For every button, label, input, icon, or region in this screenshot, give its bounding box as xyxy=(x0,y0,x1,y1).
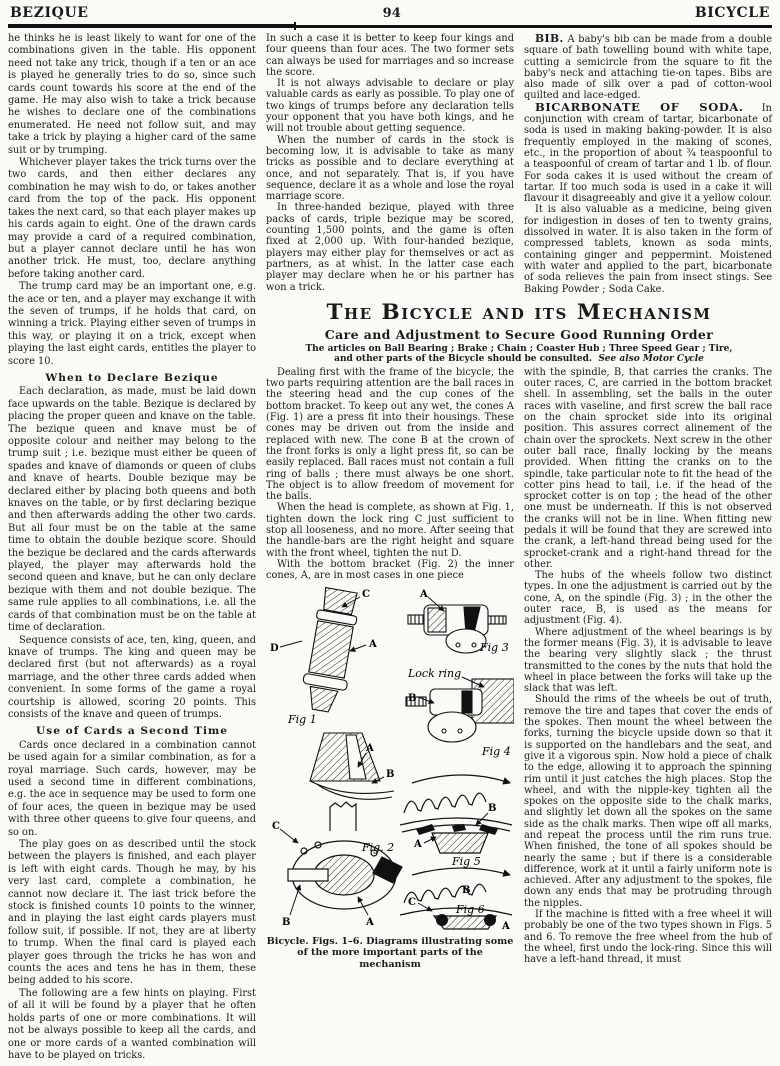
entry-bicarbonate-paragraph: It is also valuable as a medicine, being given for indigestion in doses of ten to twenty grains, dissolved in water. It is also taken in the form of compressed tablets, known as soda mints, containing ginger and peppermint. Moistened with water and applied to the part, bicarbonate of soda relieves the pain from insect stings. See Baking Powder ; Soda Cake. xyxy=(524,204,772,295)
header-rule-thick xyxy=(8,24,296,28)
fig1-label-c: C xyxy=(362,589,370,601)
article-cross-reference-note xyxy=(304,344,734,365)
fork-crown-drawing xyxy=(310,733,394,799)
fig1-label-a: A xyxy=(369,639,377,651)
fig5-label-a: A xyxy=(414,839,422,851)
bicycle-paragraph: Should the rims of the wheels be out of truth, remove the tire and tapes that cover the ends of the spokes. Then mount the wheel between the forks, turning the bicycle upside down so that it is supported on the handlebars and the seat, and give it a vigorous spin. Now hold a piece of chalk to the edge, allowing it to approach the spinning rim until it just catches the high places. Stop the wheel, and with the nipple-key tighten all the spokes on the opposite side to the chalk marks, and slightly let down all the spokes on the same side as the chalk marks. Then wipe off all marks, and repeat the process until the rim runs true. When finished, the tone of all spokes should be nearly the same ; but if there is a considerable difference, work at it until a fairly uniform note is achieved. After any adjustment to the spokes, file down any ends that may be protruding through the nipples. xyxy=(524,694,772,909)
bicycle-figure xyxy=(266,585,514,970)
fig4-lock-ring-label: Lock ring xyxy=(408,667,462,681)
fig5-label-b: B xyxy=(488,803,497,815)
bezique-subheading-second-time: Use of Cards a Second Time xyxy=(36,725,228,738)
article-title: The Bicycle and its Mechanism xyxy=(326,299,712,325)
page-header xyxy=(8,5,772,21)
fig1-label-d: D xyxy=(270,643,279,655)
column-2-bezique-end xyxy=(266,33,514,295)
bezique-paragraph: Each declaration, as made, must be laid down face upwards on the table. Bezique is declared by placing the proper queen and knave on the table. The bezique queen and knave must be of opposite colour and neither may belong to the trump suit ; i.e. bezique must either be queen of spades and knave of diamonds or queen of clubs and knave of hearts. Double bezique may be declared either by placing both queens and both knaves on the table, or by first declaring bezique and then afterwards adding the other two cards. But all four must be on the table at the same time to obtain the double bezique score. Should the bezique be declared and the cards afterwards played, the player may afterwards hold the second queen and knave, but he can only declare bezique with them and not double bezique. The same rule applies to all combinations, i.e. all the cards of that combination must be on the table at time of declaration. xyxy=(8,386,256,634)
header-rule xyxy=(8,22,772,30)
upper-row xyxy=(266,33,772,295)
running-head-left: BEZIQUE xyxy=(10,5,89,21)
fig2-label-b: B xyxy=(282,917,291,929)
article-subtitle: Care and Adjustment to Secure Good Running Order xyxy=(324,326,714,342)
crown-label-b: B xyxy=(386,769,395,781)
fig4-label-b: B xyxy=(408,693,417,705)
fig6-label-b: B xyxy=(462,885,471,897)
column-3-bicycle xyxy=(524,367,772,970)
fig6-free-wheel-drawing xyxy=(400,868,512,929)
fig2-label-a: A xyxy=(366,917,374,929)
bezique-paragraph: It is not always advisable to declare or play valuable cards as early as possible. To play one of two kings of trumps before any declaration tells your opponent that you have both kings, and he will not trouble about getting sequence. xyxy=(266,78,514,135)
columns-2-3 xyxy=(266,33,772,1062)
bezique-paragraph: In three-handed bezique, played with three packs of cards, triple bezique may be scored, counting 1,500 points, and the game is often fixed at 2,000 up. With four-handed bezique, players may either play for themselves or act as partners, as at whist. In the latter case each player may declare when he or his partner has won a trick. xyxy=(266,202,514,293)
entry-term-bicarbonate: BICARBONATE OF SODA. xyxy=(535,99,744,114)
page-number: 94 xyxy=(382,6,401,21)
bicycle-paragraph: Dealing first with the frame of the bicycle, the two parts requiring attention are the ball races in the steering head and the cup cones of the bottom bracket. To keep out any wet, the cones A (Fig. 1) are a press fit into their housings. These cones may be driven out from the inside and replaced with new. The cone B at the crown of the front forks is only a light press fit, so can be easily replaced. Ball races must not contain a full ring of balls ; there must always be one short. The object is to allow freedom of movement for the balls. xyxy=(266,366,514,503)
bicycle-diagrams xyxy=(266,585,514,930)
fig2-label-c: C xyxy=(272,821,280,833)
bicycle-paragraph: When the head is complete, as shown at Fig. 1, tighten down the lock ring C just sufficient to stop all looseness, and no more. After seeing that the handle-bars are the right height and square with the front wheel, tighten the nut D. xyxy=(266,502,514,559)
fig1-steering-head-drawing xyxy=(280,587,366,715)
fig5-caption: Fig 5 xyxy=(452,855,481,869)
fig6-caption: Fig 6 xyxy=(456,903,485,917)
bezique-paragraph: The play goes on as described until the stock between the players is finished, and each player is left with eight cards. Though he may, by his very last card, complete a combination, he cannot now declare it. The last trick before the stock is finished counts 10 points to the winner, and in playing the last eight cards players must follow suit, if possible. If not, they are at liberty to trump. When the final card is played each player goes through the tricks he has won and counts the aces and tens he has in them, these being added to his score. xyxy=(8,839,256,987)
bicycle-paragraph: Where adjustment of the wheel bearings is by the former means (Fig. 3), it is advisable to leave the bearing very slightly slack ; the thrust transmitted to the cones by the nuts that hold the wheel in place between the forks will take up the slack that was left. xyxy=(524,626,772,695)
entry-bicarbonate xyxy=(524,99,772,205)
bezique-paragraph: Cards once declared in a combination cannot be used again for a similar combination, as for a royal marriage. Such cards, however, may be used a second time in different combinations, e.g. the ace in sequence may be used to form one of four aces, the queen in bezique may be used with three other queens to give four queens, and so on. xyxy=(8,739,256,838)
note-text: The articles on Ball Bearing ; Brake ; Chain ; Coaster Hub ; Three Speed Gear ; Tire, and other parts of the Bicycle should be consulted. xyxy=(305,343,733,365)
bezique-paragraph: Sequence consists of ace, ten, king, queen, and knave of trumps. The king and queen may be declared first (but not afterwards) as a royal marriage, and the other three cards added when convenient. In some forms of the game a royal courtship is allowed, scoring 20 points. This consists of the knave and queen of trumps. xyxy=(8,634,256,720)
figure-caption: Bicycle. Figs. 1–6. Diagrams illustrating some of the more important parts of the mechanism xyxy=(266,935,514,970)
fig6-label-c: C xyxy=(408,897,416,909)
crown-label-a: A xyxy=(366,743,374,755)
entry-body-bicarbonate: In conjunction with cream of tartar, bicarbonate of soda is used in making baking-powder. It is also frequently employed in the making of scones, etc., in the proportion of about ¾ teaspoonful to a teaspoonful of cream of tartar and 1 lb. of flour. For soda cakes it is used without the cream of tartar. If too much soda is used in a cake it will flavour it disagreeably and give it a yellow colour. xyxy=(524,102,772,205)
bezique-paragraph: he thinks he is least likely to want for one of the combinations given in the table. His opponent need not take any trick, though if a ten or an ace is played he generally tries to do so, since such cards count towards his score at the end of the game. He may also wish to take a trick because he wishes to declare one of the combinations enumerated. He need not follow suit, and may take a trick by playing a higher card of the same suit or by trumping. xyxy=(8,33,256,156)
bezique-paragraph: When the number of cards in the stock is becoming low, it is advisable to take as many tricks as possible and to declare everything at once, and not separately. That is, if you have sequence, declare it as a whole and lose the royal marriage score. xyxy=(266,134,514,203)
bezique-paragraph: Whichever player takes the trick turns over the two cards, and then either declares any combination he may wish to do, or takes another card from the top of the pack. His opponent takes the next card, so that each player makes up his cards again to eight. One of the drawn cards may provide a card of a required combination, but a player cannot declare until he has won another trick. He must, too, declare anything before taking another card. xyxy=(8,157,256,280)
bicycle-paragraph: If the machine is fitted with a free wheel it will probably be one of the two types shown in Figs. 5 and 6. To remove the free wheel from the hub of the wheel, first undo the lock-ring. Since this will have a left-hand thread, it must xyxy=(524,909,772,966)
fig2-bottom-bracket-drawing xyxy=(280,802,402,915)
bicycle-paragraph: The hubs of the wheels follow two distinct types. In one the adjustment is carried out by the cone, A, on the spindle (Fig. 3) ; in the other the outer race, B, is used as the means for adjustment (Fig. 4). xyxy=(524,570,772,627)
bicycle-article-heading xyxy=(266,301,772,365)
see-also-text: See also Motor Cycle xyxy=(598,354,704,365)
fig4-caption: Fig 4 xyxy=(482,745,511,759)
bicycle-paragraph: With the bottom bracket (Fig. 2) the inner cones, A, are in most cases in one piece xyxy=(266,558,514,582)
bezique-paragraph: The following are a few hints on playing. First of all it will be found by a player that he often holds parts of one or more combinations. It will not be always possible to keep all the cards, and one or more cards of a wanted combination will have to be played on tricks. xyxy=(8,987,256,1061)
entry-body-bib: A baby's bib can be made from a double square of bath towelling bound with white tape, cutting a semicircle from the square to fit the baby's neck and attaching tie-on tapes. Bibs are also made of silk over a pad of cotton-wool quilted and lace-edged. xyxy=(524,34,772,102)
page-body xyxy=(8,33,772,1062)
fig3-label-a: A xyxy=(420,589,428,601)
fig1-caption: Fig 1 xyxy=(288,713,317,727)
column-1-bezique xyxy=(8,33,256,1062)
fig2-caption: Fig. 2 xyxy=(362,841,395,855)
fig4-hub-drawing xyxy=(406,677,514,742)
bezique-paragraph: In such a case it is better to keep four kings and four queens than four aces. The two former sets can always be used for marriages and so increase the score. xyxy=(266,33,514,78)
fig3-caption: Fig 3 xyxy=(480,641,509,655)
fig6-label-a: A xyxy=(502,921,510,931)
bicycle-paragraph: with the spindle, B, that carries the cranks. The outer races, C, are carried in the bottom bracket shell. In assembling, set the balls in the outer races with vaseline, and first screw the ball race on the chain sprocket side into its original position. This assures correct alinement of the chain over the sprockets. Next screw in the other outer ball race, finally locking by the means provided. When fitting the cranks on to the spindle, take particular note to fit the head of the cotter pins head to tail, i.e. if the head of the sprocket cotter is on top ; the head of the other one must be underneath. If this is not observed the cranks will not be in line. When fitting new pedals it will be found that they are screwed into the crank, a left-hand thread being used for the sprocket-crank and a right-hand thread for the other. xyxy=(524,366,772,570)
lower-row xyxy=(266,367,772,970)
running-head-right: BICYCLE xyxy=(694,5,770,21)
bezique-paragraph: The trump card may be an important one, e.g. the ace or ten, and a player may exchange it with the seven of trumps, if he holds that card, on winning a trick. Playing either seven of trumps in this way, or playing it on a trick, except when playing the last eight cards, entitles the player to score 10. xyxy=(8,281,256,367)
entry-bib xyxy=(524,33,772,102)
entry-term-bib: BIB. xyxy=(535,32,564,45)
column-3-entries xyxy=(524,33,772,295)
header-rule-thin xyxy=(294,25,772,28)
column-2-bicycle xyxy=(266,367,514,970)
bezique-subheading-declare: When to Declare Bezique xyxy=(45,371,219,384)
